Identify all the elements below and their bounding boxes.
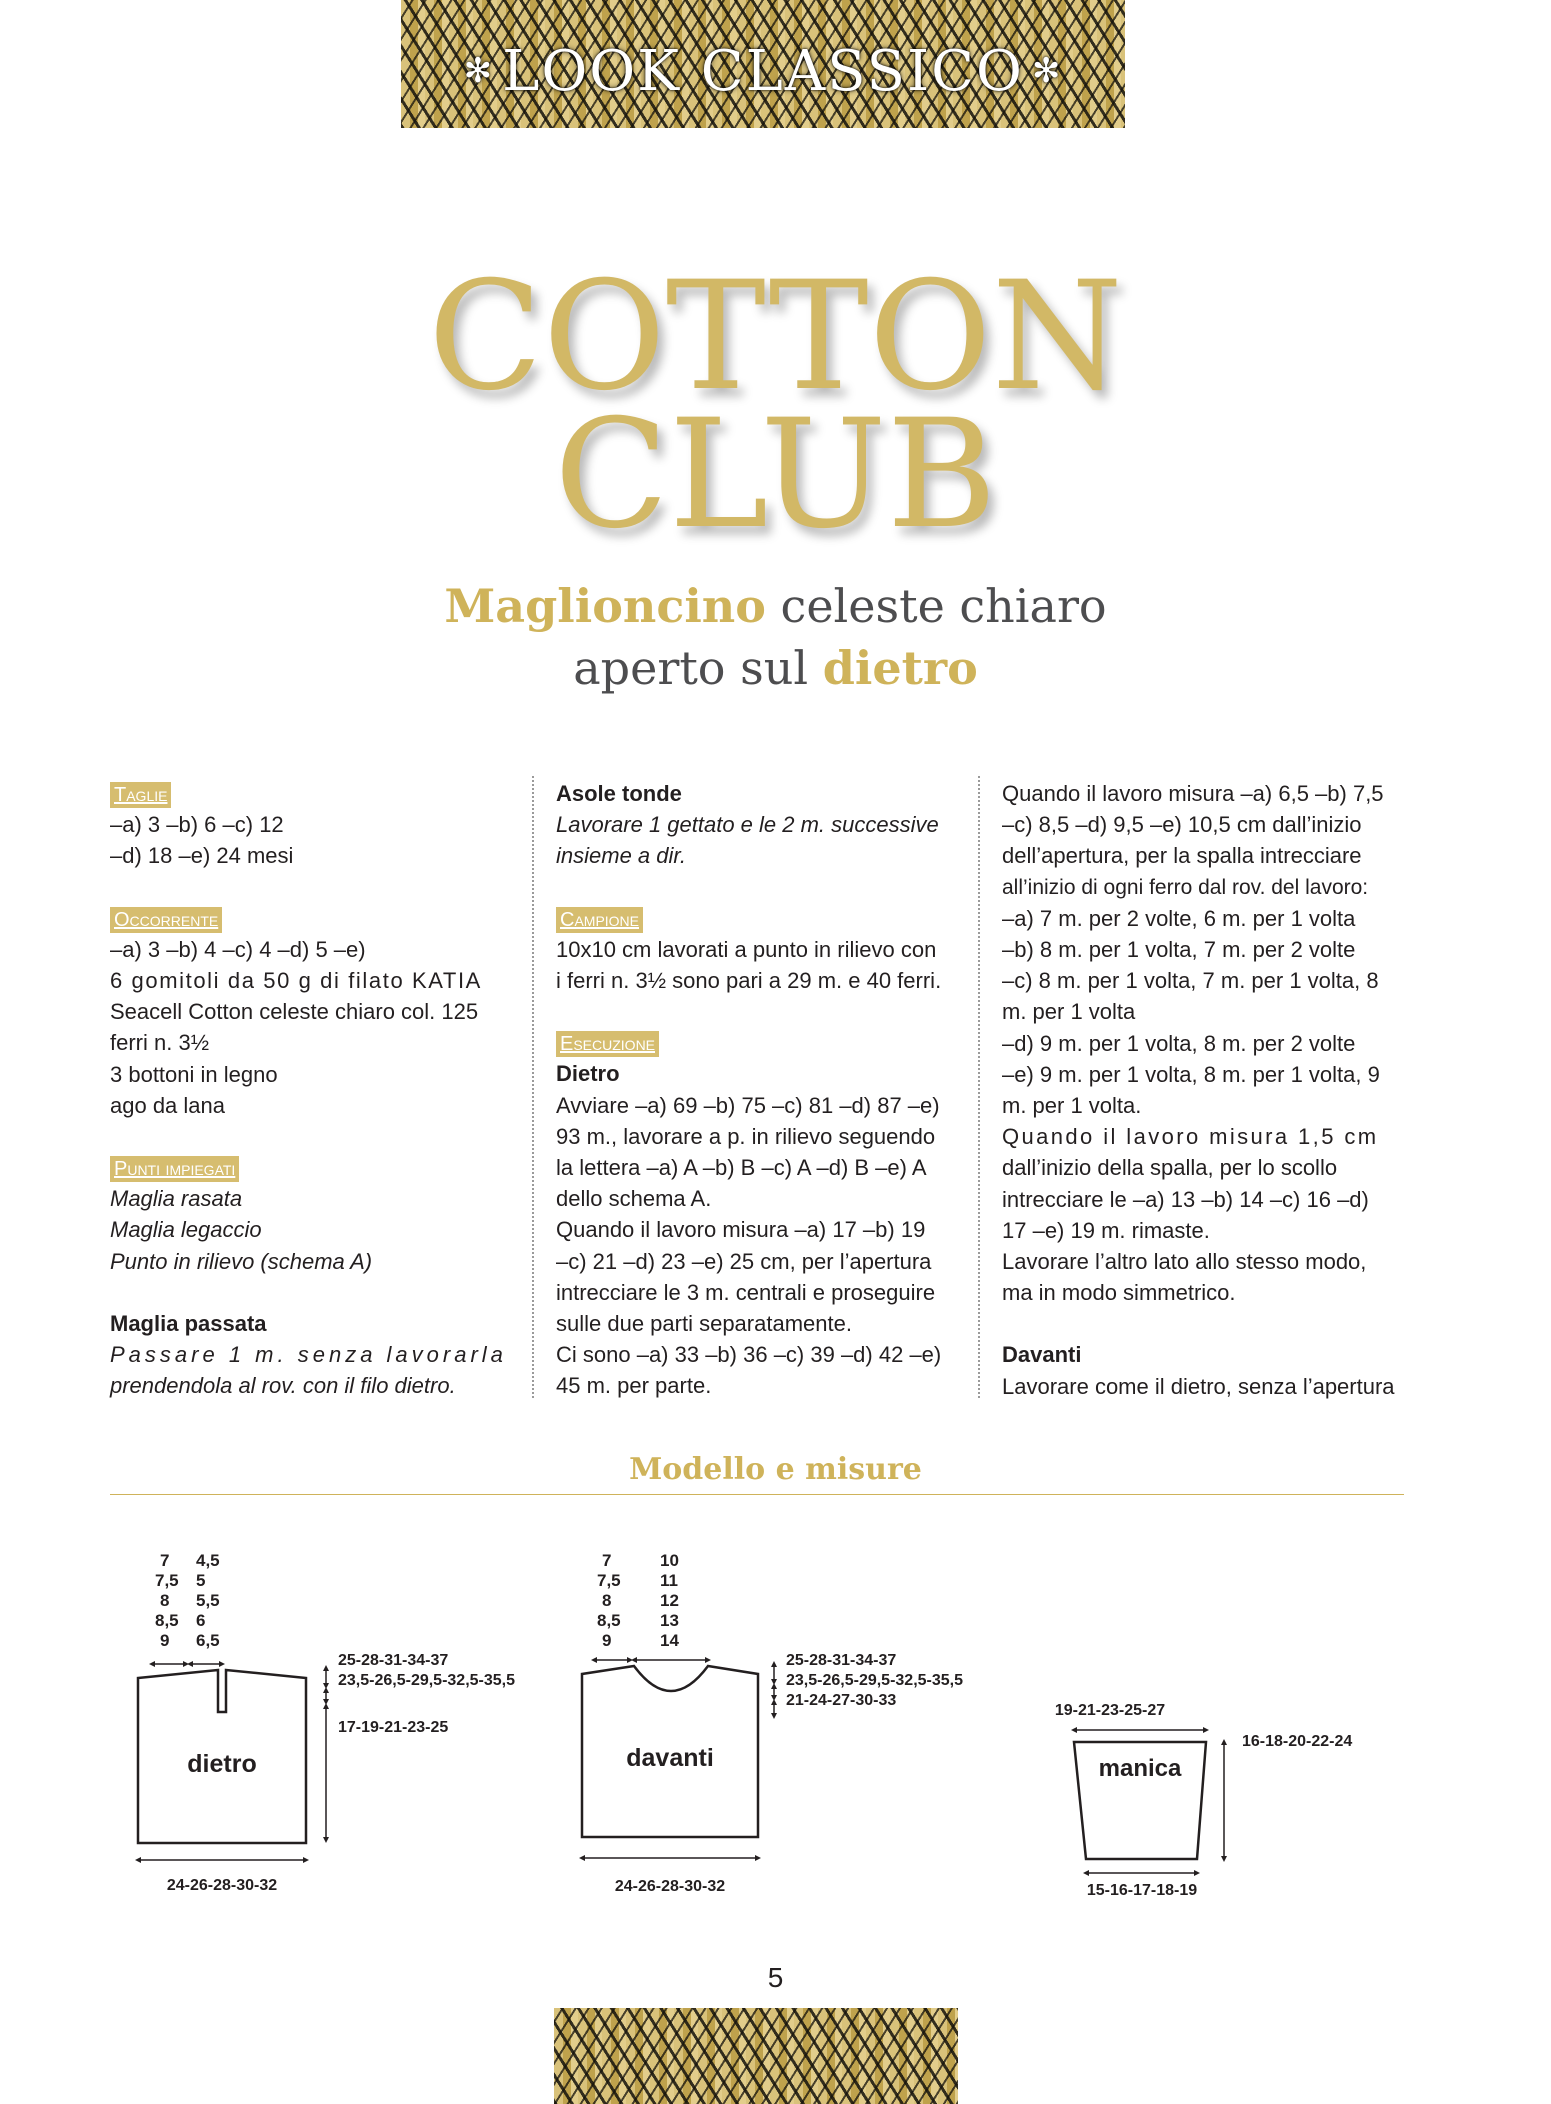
- spacer: [110, 872, 512, 903]
- dim-label: 25-28-31-34-37: [338, 1652, 449, 1669]
- text-line: –b) 8 m. per 1 volta, 7 m. per 2 volte: [1002, 937, 1356, 963]
- text-line: intrecciare le 3 m. centrali e proseguire: [556, 1279, 936, 1305]
- flower-icon: ✻: [463, 51, 495, 91]
- diagram-davanti: [582, 1551, 963, 1895]
- text-line: dell’apertura, per la spalla intrecciare: [1002, 843, 1362, 869]
- text-line: Lavorare 1 gettato e le 2 m. successive: [556, 812, 939, 838]
- dim-label: 6: [196, 1611, 206, 1630]
- text-line: i ferri n. 3½ sono pari a 29 m. e 40 ferri.: [556, 968, 942, 994]
- subtitle-line-1: [0, 574, 1551, 638]
- text-line: –a) 7 m. per 2 volte, 6 m. per 1 volta: [1002, 905, 1356, 931]
- text-line: dello schema A.: [556, 1186, 712, 1212]
- section-label-punti: Punti impiegati: [110, 1156, 239, 1182]
- spacer: [110, 1277, 512, 1308]
- text-line: 17 –e) 19 m. rimaste.: [1002, 1217, 1210, 1243]
- dim-label: 8: [602, 1591, 612, 1610]
- section-label-campione: Campione: [556, 907, 643, 933]
- text-line: sulle due parti separatamente.: [556, 1311, 852, 1337]
- dim-label: 4,5: [196, 1551, 220, 1570]
- dim-label: 17-19-21-23-25: [338, 1719, 449, 1736]
- spacer: [556, 996, 958, 1027]
- text-line: –c) 21 –d) 23 –e) 25 cm, per l’apertura: [556, 1248, 932, 1274]
- dim-label: 5,5: [196, 1591, 220, 1610]
- dim-label: 8: [160, 1591, 170, 1610]
- spacer: [110, 1121, 512, 1152]
- subheading-maglia-passata: Maglia passata: [110, 1310, 267, 1336]
- text-line: 45 m. per parte.: [556, 1373, 712, 1399]
- text-line: –d) 18 –e) 24 mesi: [110, 843, 294, 869]
- section-divider: [110, 1494, 1404, 1495]
- piece-name: manica: [1098, 1755, 1182, 1782]
- spacer: [556, 872, 958, 903]
- text-line: m. per 1 volta.: [1002, 1093, 1142, 1119]
- header-banner: [401, 0, 1125, 128]
- dim-label: 10: [660, 1551, 679, 1570]
- text-line: Quando il lavoro misura –a) 17 –b) 19: [556, 1217, 926, 1243]
- text-line: –d) 9 m. per 1 volta, 8 m. per 2 volte: [1002, 1030, 1356, 1056]
- text-line: –a) 3 –b) 4 –c) 4 –d) 5 –e): [110, 936, 366, 962]
- text-line: Quando il lavoro misura 1,5 cm: [1002, 1124, 1379, 1150]
- title-line-2: CLUB: [554, 388, 997, 562]
- section-label-taglie: Taglie: [110, 782, 171, 808]
- text-line: 93 m., lavorare a p. in rilievo seguendo: [556, 1123, 936, 1149]
- dim-label: 24-26-28-30-32: [166, 1877, 278, 1894]
- section-title: Modello e misure: [629, 1452, 922, 1487]
- piece-name: davanti: [626, 1744, 714, 1772]
- page-number: 5: [767, 1962, 784, 1993]
- schematics: [0, 1540, 1551, 1940]
- spacer: [1002, 1308, 1404, 1339]
- subheading-asole: Asole tonde: [556, 781, 682, 806]
- text-line: Ci sono –a) 33 –b) 36 –c) 39 –d) 42 –e): [556, 1342, 942, 1368]
- dim-label: 19-21-23-25-27: [1054, 1702, 1166, 1719]
- text-line: Punto in rilievo (schema A): [110, 1248, 373, 1274]
- banner-title: [401, 39, 1125, 104]
- dim-label: 21-24-27-30-33: [786, 1692, 897, 1709]
- section-label-occorrente: Occorrente: [110, 907, 222, 933]
- subheading-dietro: Dietro: [556, 1061, 620, 1087]
- dim-label: 15-16-17-18-19: [1086, 1882, 1198, 1899]
- title-line-1: COTTON: [428, 250, 1123, 424]
- text-line: Lavorare l’altro lato allo stesso modo,: [1002, 1249, 1367, 1275]
- text-line: ago da lana: [110, 1092, 225, 1118]
- text-line: m. per 1 volta: [1002, 999, 1136, 1025]
- column-1: [110, 778, 512, 1401]
- column-divider: [532, 776, 534, 1398]
- diagram-dietro: [138, 1551, 515, 1894]
- dim-label: 8,5: [155, 1611, 179, 1630]
- text-line: Lavorare come il dietro, senza l’apertura: [1002, 1373, 1395, 1399]
- text-line: Seacell Cotton celeste chiaro col. 125: [110, 999, 479, 1025]
- subtitle-highlight: dietro: [822, 641, 978, 695]
- dim-label: 9: [602, 1631, 612, 1650]
- banner-text: LOOK CLASSICO: [502, 39, 1024, 104]
- dim-label: 14: [660, 1631, 679, 1650]
- column-2: [556, 778, 958, 1402]
- text-line: –c) 8 m. per 1 volta, 7 m. per 1 volta, 8: [1002, 968, 1379, 994]
- dim-label: 7: [602, 1551, 612, 1570]
- dim-label: 5: [196, 1571, 206, 1590]
- section-label-esecuzione: Esecuzione: [556, 1031, 659, 1057]
- dim-label: 23,5-26,5-29,5-32,5-35,5: [338, 1672, 516, 1689]
- text-line: ma in modo simmetrico.: [1002, 1280, 1236, 1306]
- dim-label: 7: [160, 1551, 170, 1570]
- flower-icon: ✻: [1031, 51, 1063, 91]
- subtitle-highlight: Maglioncino: [444, 579, 766, 633]
- text-line: Maglia rasata: [110, 1186, 243, 1212]
- text-line: dall’inizio della spalla, per lo scollo: [1002, 1155, 1338, 1181]
- dim-label: 25-28-31-34-37: [786, 1652, 897, 1669]
- dim-label: 12: [660, 1591, 679, 1610]
- text-line: la lettera –a) A –b) B –c) A –d) B –e) A: [556, 1155, 927, 1181]
- text-line: Maglia legaccio: [110, 1217, 262, 1243]
- dim-label: 11: [660, 1571, 678, 1590]
- diagram-manica: [1055, 1702, 1353, 1899]
- piece-name: dietro: [187, 1750, 257, 1778]
- text-line: Avviare –a) 69 –b) 75 –c) 81 –d) 87 –e): [556, 1092, 940, 1118]
- dim-label: 6,5: [196, 1631, 220, 1650]
- dim-label: 23,5-26,5-29,5-32,5-35,5: [786, 1672, 964, 1689]
- subtitle-text: aperto sul: [573, 641, 823, 695]
- text-line: 6 gomitoli da 50 g di filato KATIA: [110, 968, 482, 994]
- column-divider: [978, 776, 980, 1398]
- text-line: insieme a dir.: [556, 843, 687, 869]
- subtitle-text: celeste chiaro: [765, 579, 1107, 633]
- text-line: –e) 9 m. per 1 volta, 8 m. per 1 volta, 9: [1002, 1061, 1380, 1087]
- dim-label: 7,5: [597, 1571, 621, 1590]
- dim-label: 9: [160, 1631, 170, 1650]
- dim-label: 24-26-28-30-32: [614, 1878, 726, 1895]
- dim-label: 16-18-20-22-24: [1242, 1733, 1353, 1750]
- text-line: –c) 8,5 –d) 9,5 –e) 10,5 cm dall’inizio: [1002, 812, 1362, 838]
- text-line: Quando il lavoro misura –a) 6,5 –b) 7,5: [1002, 781, 1384, 806]
- footer-banner: [554, 2008, 958, 2104]
- text-line: Passare 1 m. senza lavorarla: [110, 1342, 507, 1368]
- column-3: [1002, 778, 1404, 1402]
- text-line: prendendola al rov. con il filo dietro.: [110, 1373, 456, 1399]
- dim-label: 8,5: [597, 1611, 621, 1630]
- dim-label: 13: [660, 1611, 679, 1630]
- text-line: –a) 3 –b) 6 –c) 12: [110, 812, 284, 838]
- text-line: all’inizio di ogni ferro dal rov. del lavoro:: [1002, 875, 1369, 899]
- text-line: intrecciare le –a) 13 –b) 14 –c) 16 –d): [1002, 1186, 1369, 1212]
- subtitle-line-2: [0, 636, 1551, 700]
- text-line: 3 bottoni in legno: [110, 1061, 278, 1087]
- dim-label: 7,5: [155, 1571, 179, 1590]
- text-line: 10x10 cm lavorati a punto in rilievo con: [556, 936, 937, 962]
- text-line: ferri n. 3½: [110, 1030, 210, 1056]
- subheading-davanti: Davanti: [1002, 1342, 1082, 1368]
